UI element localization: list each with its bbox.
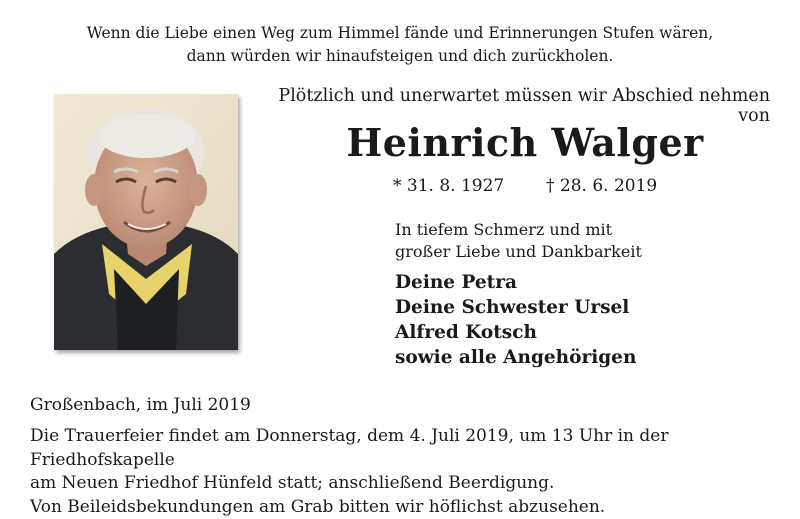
mourner: sowie alle Angehörigen xyxy=(395,345,636,370)
funeral-line-1: Die Trauerfeier findet am Donnerstag, dem 4. Juli 2019, um 13 Uhr in der Friedhofskapelle xyxy=(30,425,790,472)
mourning-text xyxy=(395,219,642,263)
intro-text: Plötzlich und unerwartet müssen wir Abschied nehmen von xyxy=(270,86,770,126)
funeral-notice xyxy=(30,425,790,519)
epitaph-quote xyxy=(0,22,800,68)
portrait-illustration xyxy=(54,94,238,350)
quote-line-1: Wenn die Liebe einen Weg zum Himmel fände und Erinnerungen Stufen wären, xyxy=(0,22,800,45)
birth-date: * 31. 8. 1927 xyxy=(393,176,504,196)
place-date: Großenbach, im Juli 2019 xyxy=(30,395,251,415)
portrait-photo xyxy=(54,94,238,350)
deceased-name: Heinrich Walger xyxy=(330,120,720,165)
mourning-line-1: In tiefem Schmerz und mit xyxy=(395,219,642,241)
death-date: † 28. 6. 2019 xyxy=(546,176,657,196)
funeral-line-2: am Neuen Friedhof Hünfeld statt; anschließend Beerdigung. xyxy=(30,472,790,496)
mourner: Deine Petra xyxy=(395,270,636,295)
mourner: Alfred Kotsch xyxy=(395,320,636,345)
funeral-line-3: Von Beileidsbekundungen am Grab bitten wir höflichst abzusehen. xyxy=(30,496,790,519)
mourning-line-2: großer Liebe und Dankbarkeit xyxy=(395,241,642,263)
mourner: Deine Schwester Ursel xyxy=(395,295,636,320)
mourners-list xyxy=(395,270,636,370)
quote-line-2: dann würden wir hinaufsteigen und dich zurückholen. xyxy=(0,45,800,68)
